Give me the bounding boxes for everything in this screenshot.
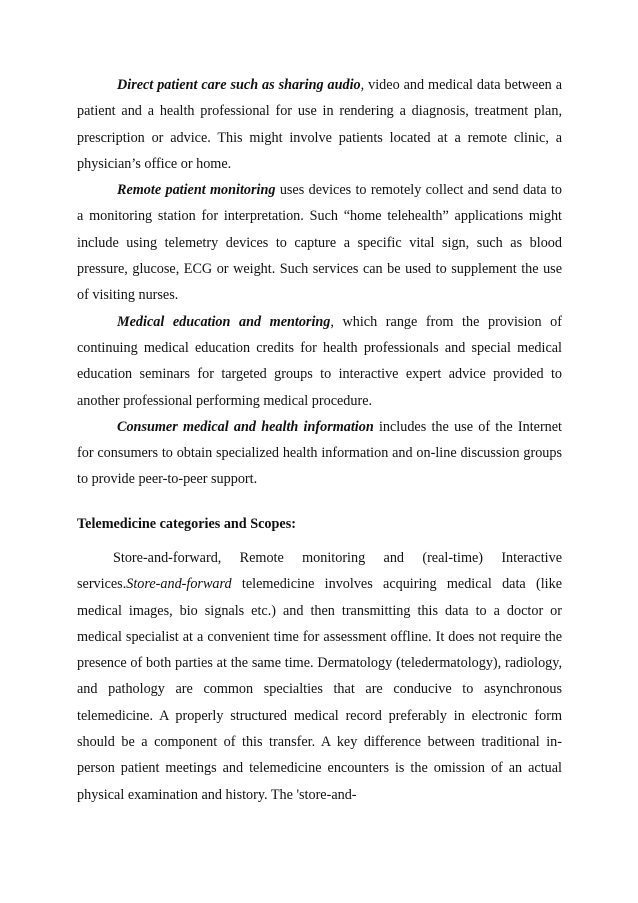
paragraph-categories bbox=[77, 545, 562, 808]
text-medical-education: , which range from the provision of continuing medical education credits for health professionals and special medical education seminars for targeted groups to interactive expert advice provided to another professional performing medical procedure. bbox=[77, 313, 562, 409]
paragraph-consumer-information bbox=[77, 414, 562, 493]
section-heading-wrap bbox=[77, 511, 562, 537]
text-remote-patient-monitoring: uses devices to remotely collect and send data to a monitoring station for interpretation. Such “home telehealth” applications might include using telemetry devices to capture a specific vital sign, such as blood pressure, glucose, ECG or weight. Such services can be used to supplement the use of visiting nurses. bbox=[77, 182, 562, 304]
categories-intro: Store-and-forward, Remote monitoring and (real-time) Interactive services. bbox=[77, 550, 562, 593]
text-direct-patient-care: , video and medical data between a patient and a health professional for use in rendering a diagnosis, treatment plan, prescription or advice. This might involve patients located at a remote clinic, a physician’s office or home. bbox=[77, 77, 562, 172]
categories-section bbox=[77, 545, 562, 808]
paragraph-remote-patient-monitoring bbox=[77, 177, 562, 308]
paragraph-medical-education bbox=[77, 309, 562, 414]
term-store-and-forward: Store-and-forward bbox=[126, 576, 232, 593]
term-consumer-information: Consumer medical and health information bbox=[117, 418, 374, 435]
term-direct-patient-care: Direct patient care such as sharing audio bbox=[117, 77, 361, 93]
term-medical-education: Medical education and mentoring bbox=[117, 313, 331, 330]
section-heading: Telemedicine categories and Scopes: bbox=[77, 516, 296, 532]
categories-body: telemedicine involves acquiring medical data (like medical images, bio signals etc.) and then transmitting this data to a doctor or medical specialist at a convenient time for assessment offline. It does not require the presence of both parties at the same time. Dermatology (teledermatology), radiology, and pathology are common specialties that are conducive to asynchronous telemedicine. A properly structured medical record preferably in electronic form should be a component of this transfer. A key difference between traditional in-person patient meetings and telemedicine encounters is the omission of an actual physical examination and history. The 'store-and- bbox=[77, 576, 562, 803]
text-consumer-information: includes the use of the Internet for consumers to obtain specialized health information and on-line discussion groups to provide peer-to-peer support. bbox=[77, 418, 562, 488]
term-remote-patient-monitoring: Remote patient monitoring bbox=[117, 182, 276, 199]
paragraph-direct-patient-care bbox=[77, 72, 562, 177]
service-types-section bbox=[77, 72, 562, 493]
